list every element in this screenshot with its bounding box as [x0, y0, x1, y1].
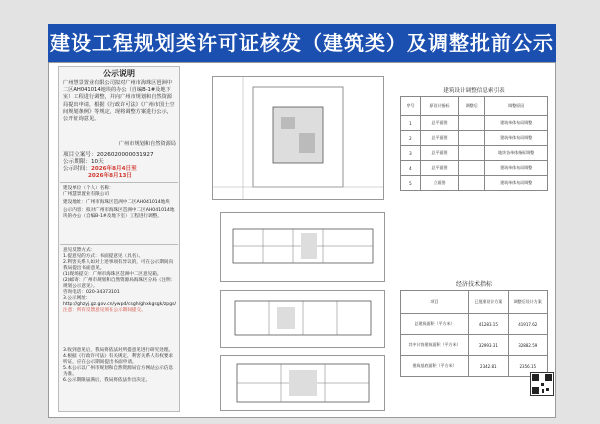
table-cell: 4: [401, 161, 421, 176]
table-cell: [459, 161, 485, 176]
table-cell: [459, 116, 485, 131]
floor-plan-drawing-3: [221, 356, 384, 410]
table-row: [401, 314, 548, 335]
econ-table: [400, 290, 548, 377]
table-cell: 总平面图: [420, 131, 458, 146]
table-row: [401, 131, 548, 146]
notice-period: 公示期限：10天: [63, 159, 104, 165]
rules-block: 3.收到意见后，我局将依法对所提意见进行研究处理。 4.根据《行政许可法》有关规定，利害关系人有权要求听证，应在公示期间提出书面申请。 5.本公示以广州市规划和自然资源局官方网站公示信息为准。 6.公示期限届满后，我局将依法作出决定。: [63, 348, 174, 383]
table-cell: [459, 176, 485, 191]
table-header: 调整后: [459, 97, 485, 116]
applicant-block: 建设单位（个人）名称： 广州慧景置业有限公司 建设地址：广州市海珠区琶洲中二区AH041014地块 公示内容：拟对广州市海珠区琶洲中二区AH041014地块的办公（自编B-1#及地下室）工程进行调整。: [63, 186, 175, 219]
table-row: [401, 146, 548, 161]
table-row: [401, 116, 548, 131]
table-cell: 地块各单体指标调整: [485, 146, 548, 161]
notice-start: 公示时间：2026年8月4日至: [63, 166, 137, 172]
table-cell: 其中计容建筑面积（平方米）: [401, 335, 469, 356]
table-row: [401, 176, 548, 191]
table-header: 已批准设计方案: [469, 291, 508, 314]
table-header: 原设计指标: [420, 97, 458, 116]
notice-title: 公示说明: [103, 69, 135, 78]
table-row: [401, 161, 548, 176]
table-row: [401, 335, 548, 356]
table-cell: 41917.62: [508, 314, 547, 335]
table-header: 调整后设计方案: [508, 291, 547, 314]
index-table-title: 建筑设计调整信息索引表: [443, 88, 505, 94]
table-cell: 建筑单体布局调整: [485, 161, 548, 176]
page-banner: 建设工程规划类许可证核发（建筑类）及调整批前公示: [48, 24, 556, 62]
table-header-row: [401, 291, 548, 314]
opinion-block: 意见反馈方式： 1.提意见的方式：书面提意见（具名）。 2.利害关系人如对上述事项有异议的，可在公示期间向我局提出书面意见。 (1)现场提交：广州市海珠区琶洲中二区意见箱。 (2)邮寄：广州市规划和自然资源局海珠区分局（注明：规划公示意见）。 咨询电话：020-34373101 3.公示网址：http://ghzyj.gz.gov.cn/ywpd/csgh/ghxkgsgk/zpgs/ 注意：所有反馈意见须在公示期间提交。: [63, 248, 177, 313]
notice-end: 2026年8月13日: [88, 173, 133, 179]
divider: [60, 182, 178, 183]
index-table: [400, 96, 548, 191]
table-header: 调整原因: [485, 97, 548, 116]
table-cell: 立面图: [420, 176, 458, 191]
table-cell: 总平面图: [420, 161, 458, 176]
table-header: 序号: [401, 97, 421, 116]
site-plan-drawing: [213, 77, 383, 199]
site-plan-sheet: [212, 76, 384, 200]
table-cell: 5: [401, 176, 421, 191]
project-number: 项目立案号：2026020000031927: [63, 152, 154, 158]
floor-plan-sheet-3: [220, 355, 385, 411]
floor-plan-sheet-1: [220, 212, 385, 282]
table-cell: 建筑单体布局调整: [485, 116, 548, 131]
floor-plan-sheet-2: [220, 290, 385, 348]
table-cell: 32882.59: [508, 335, 547, 356]
table-cell: 建筑基底面积（平方米）: [401, 356, 469, 377]
table-cell: 建筑单体布局调整: [485, 131, 548, 146]
table-row: [401, 356, 548, 377]
qr-code-icon: [530, 372, 554, 396]
notice-org: 广州市规划和自然资源局: [118, 141, 176, 147]
table-cell: 3: [401, 146, 421, 161]
table-cell: 总建筑面积（平方米）: [401, 314, 469, 335]
table-cell: 总平面图: [420, 116, 458, 131]
table-header: 项目: [401, 291, 469, 314]
floor-plan-drawing-2: [221, 291, 384, 347]
table-cell: [459, 131, 485, 146]
table-cell: 32993.31: [469, 335, 508, 356]
notice-body: 广州慧景置业有限公司拟对广州市海珠区琶洲中二区AH041014地块的办公（自编B-1#及地下室）工程进行调整，并向广州市规划和自然资源局提出申请，根据《行政许可法》《广州市国土空间规划条例》等规定，现将调整方案进行公示，公开征询意见。: [63, 80, 175, 123]
divider: [60, 244, 178, 245]
table-cell: 总平面图: [420, 146, 458, 161]
table-cell: 41283.15: [469, 314, 508, 335]
table-cell: [459, 146, 485, 161]
econ-table-title: 经济技术指标: [455, 281, 492, 288]
table-cell: 1: [401, 116, 421, 131]
table-cell: 2: [401, 131, 421, 146]
table-cell: 2356.15: [508, 356, 547, 377]
table-cell: 建筑单体布局调整: [485, 176, 548, 191]
table-cell: 2342.81: [469, 356, 508, 377]
floor-plan-drawing-1: [221, 213, 384, 281]
table-header-row: [401, 97, 548, 116]
